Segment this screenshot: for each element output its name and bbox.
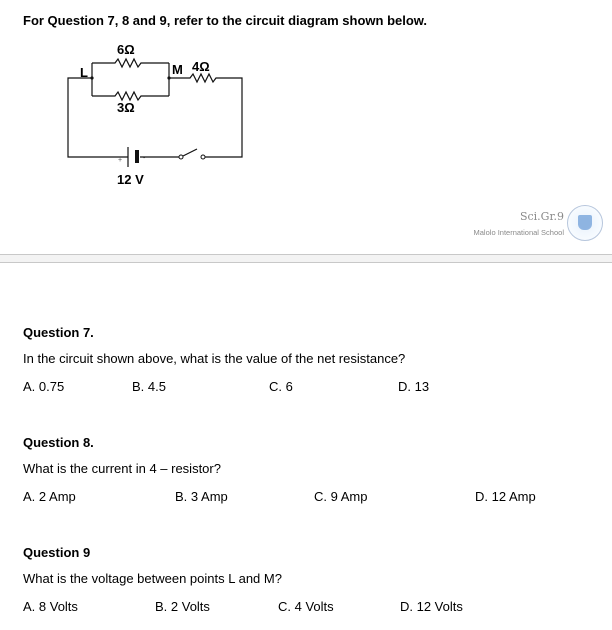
question-7-title: Question 7. bbox=[23, 325, 94, 340]
question-7-option-d[interactable]: D. 13 bbox=[398, 379, 430, 394]
resistor-3-label: 3Ω bbox=[117, 100, 135, 115]
node-l-label: L bbox=[80, 65, 88, 80]
question-7-text: In the circuit shown above, what is the value of the net resistance? bbox=[23, 351, 406, 366]
question-9-option-a[interactable]: A. 8 Volts bbox=[23, 599, 78, 614]
school-logo-icon bbox=[567, 205, 603, 241]
battery-voltage-label: 12 V bbox=[117, 172, 144, 187]
intro-instruction: For Question 7, 8 and 9, refer to the circuit diagram shown below. bbox=[23, 13, 428, 28]
circuit-diagram bbox=[0, 0, 612, 200]
question-9-option-b[interactable]: B. 2 Volts bbox=[155, 599, 210, 614]
question-7-option-a[interactable]: A. 0.75 bbox=[23, 379, 65, 394]
course-id: Sci.Gr.9 bbox=[519, 210, 564, 223]
question-7-option-c[interactable]: C. 6 bbox=[269, 379, 293, 394]
page-break-divider bbox=[0, 254, 612, 263]
question-9-text: What is the voltage between points L and M? bbox=[23, 571, 282, 586]
resistor-4-label: 4Ω bbox=[192, 59, 210, 74]
question-8-option-b[interactable]: B. 3 Amp bbox=[175, 489, 228, 504]
question-7-option-b[interactable]: B. 4.5 bbox=[132, 379, 166, 394]
question-9-title: Question 9 bbox=[23, 545, 91, 560]
school-name: Malolo International School bbox=[473, 228, 564, 237]
node-m-label: M bbox=[172, 62, 183, 77]
question-8-option-d[interactable]: D. 12 Amp bbox=[475, 489, 536, 504]
resistor-6-label: 6Ω bbox=[117, 42, 135, 57]
question-9-option-d[interactable]: D. 12 Volts bbox=[400, 599, 463, 614]
question-9-option-c[interactable]: C. 4 Volts bbox=[278, 599, 334, 614]
battery-plus-sign: + bbox=[118, 157, 123, 164]
question-8-option-c[interactable]: C. 9 Amp bbox=[314, 489, 368, 504]
battery-minus-sign: - bbox=[143, 155, 146, 162]
question-8-title: Question 8. bbox=[23, 435, 94, 450]
question-8-option-a[interactable]: A. 2 Amp bbox=[23, 489, 76, 504]
question-8-text: What is the current in 4 – resistor? bbox=[23, 461, 221, 476]
